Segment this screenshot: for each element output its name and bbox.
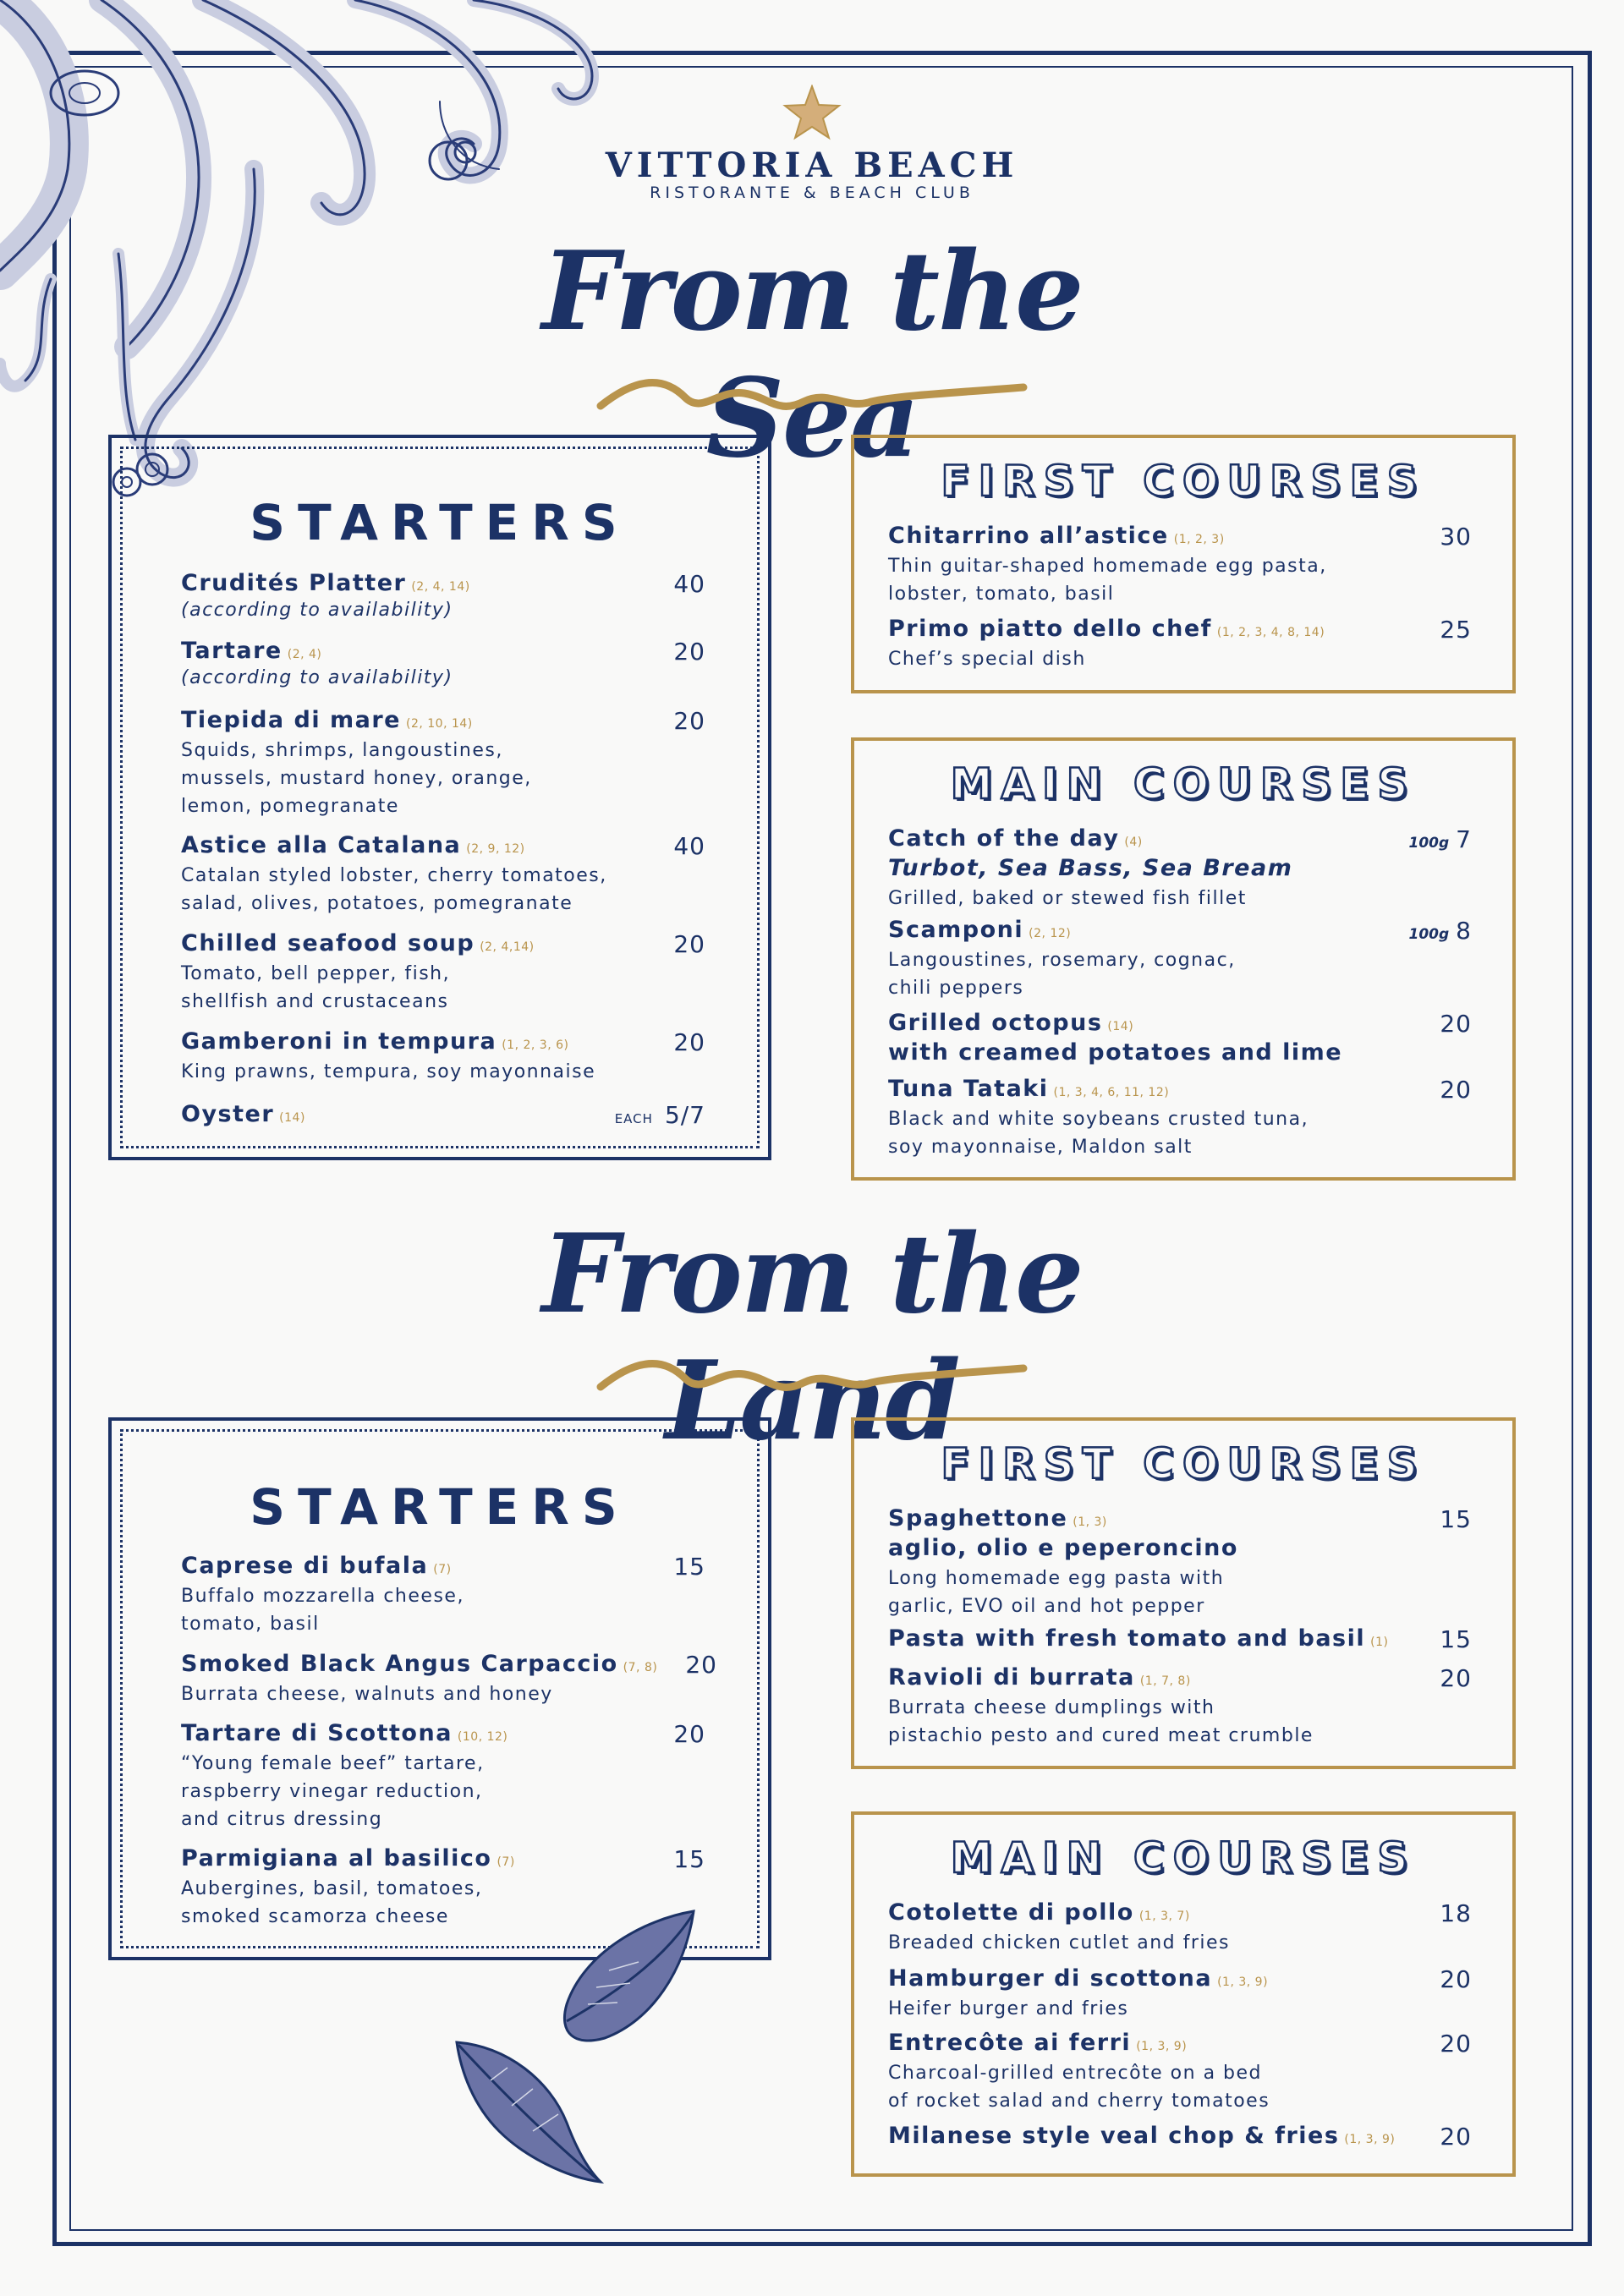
allergen-codes: (1, 2, 3) [1173, 533, 1225, 546]
allergen-codes: (1, 3) [1073, 1515, 1107, 1529]
sea-first-courses-panel [851, 435, 1516, 693]
item-subtitle: aglio, olio e peperoncino [888, 1535, 1238, 1561]
item-price: 7 [1456, 825, 1472, 853]
item-description: lemon, pomegranate [181, 796, 399, 817]
menu-item [181, 570, 705, 624]
allergen-codes: (14) [1107, 1020, 1134, 1033]
item-subtitle: with creamed potatoes and lime [888, 1039, 1343, 1066]
menu-item [181, 1553, 705, 1638]
item-description: mussels, mustard honey, orange, [181, 768, 532, 789]
gold-wave-divider [592, 372, 1032, 423]
item-price: 20 [1440, 1965, 1472, 1993]
item-description: Langoustines, rosemary, cognac, [888, 950, 1236, 971]
item-subtitle: Turbot, Sea Bass, Sea Bream [888, 855, 1293, 881]
item-description: “Young female beef” tartare, [181, 1753, 485, 1774]
item-description: Chef’s special dish [888, 649, 1086, 670]
menu-item [888, 1076, 1472, 1161]
item-unit: 100g [1408, 835, 1450, 852]
allergen-codes: (2, 4) [287, 648, 322, 661]
item-price: 15 [673, 1553, 705, 1581]
allergen-codes: (2, 12) [1029, 927, 1072, 940]
item-price: 20 [673, 707, 705, 735]
item-price: 15 [1440, 1625, 1472, 1653]
item-price: 20 [673, 1720, 705, 1748]
item-description: Catalan styled lobster, cherry tomatoes, [181, 865, 607, 886]
allergen-codes: (2, 4,14) [480, 940, 535, 954]
item-price: 15 [673, 1845, 705, 1873]
menu-item [181, 1651, 717, 1708]
item-name: Scamponi [888, 917, 1024, 943]
menu-item [888, 1010, 1472, 1066]
allergen-codes: (1, 3, 9) [1344, 2133, 1396, 2146]
item-description: Burrata cheese dumplings with [888, 1697, 1215, 1718]
brand-logo [592, 85, 1032, 202]
menu-item [181, 832, 705, 918]
allergen-codes: (4) [1124, 836, 1143, 849]
allergen-codes: (2, 4, 14) [411, 580, 470, 594]
allergen-codes: (1, 7, 8) [1139, 1674, 1191, 1688]
item-description: Thin guitar-shaped homemade egg pasta, [888, 556, 1327, 577]
allergen-codes: (1) [1370, 1636, 1389, 1649]
menu-item [888, 1664, 1472, 1750]
item-name: Cotolette di pollo [888, 1899, 1134, 1926]
item-description: Burrata cheese, walnuts and honey [181, 1684, 553, 1705]
allergen-codes: (7) [433, 1563, 452, 1576]
item-description: Aubergines, basil, tomatoes, [181, 1878, 483, 1899]
allergen-codes: (7, 8) [623, 1661, 658, 1674]
allergen-codes: (1, 3, 9) [1136, 2040, 1188, 2053]
item-name: Chitarrino all’astice [888, 523, 1169, 549]
item-description: garlic, EVO oil and hot pepper [888, 1596, 1205, 1617]
item-description: tomato, basil [181, 1614, 320, 1635]
item-unit: EACH [614, 1111, 653, 1126]
menu-item [181, 707, 705, 820]
item-description: soy mayonnaise, Maldon salt [888, 1137, 1193, 1158]
item-name: Tartare di Scottona [181, 1720, 453, 1746]
item-description: salad, olives, potatoes, pomegranate [181, 893, 573, 914]
menu-item [181, 638, 705, 692]
item-price: 40 [673, 570, 705, 598]
land-first-courses-title: FIRST COURSES [941, 1439, 1426, 1488]
item-price: 5/7 [664, 1101, 705, 1129]
item-name: Gamberoni in tempura [181, 1028, 497, 1055]
item-description: Squids, shrimps, langoustines, [181, 740, 503, 761]
menu-item [181, 1101, 705, 1127]
sea-main-courses-title: MAIN COURSES [950, 759, 1417, 808]
land-main-courses-title: MAIN COURSES [950, 1833, 1417, 1882]
item-name: Catch of the day [888, 825, 1120, 852]
menu-item [181, 1720, 705, 1833]
item-name: Primo piatto dello chef [888, 616, 1212, 642]
land-heading: From the Land [541, 1211, 1083, 1465]
item-name: Grilled octopus [888, 1010, 1103, 1036]
menu-item [888, 2123, 1472, 2149]
menu-item [888, 1505, 1472, 1620]
brand-subtitle: RISTORANTE & BEACH CLUB [650, 184, 974, 202]
item-name: Tartare [181, 638, 283, 664]
land-first-courses-panel [851, 1417, 1516, 1769]
item-description: chili peppers [888, 978, 1024, 999]
item-price: 20 [673, 1028, 705, 1056]
sea-main-courses-panel [851, 737, 1516, 1181]
allergen-codes: (1, 2, 3, 4, 8, 14) [1216, 626, 1325, 639]
item-description: shellfish and crustaceans [181, 991, 449, 1012]
basil-leaf-illustration [440, 1903, 719, 2199]
sea-starters-title: STARTERS [250, 494, 630, 551]
item-name: Smoked Black Angus Carpaccio [181, 1651, 618, 1677]
item-price: 25 [1440, 616, 1472, 644]
allergen-codes: (1, 2, 3, 6) [502, 1038, 569, 1052]
item-name: Pasta with fresh tomato and basil [888, 1625, 1366, 1652]
item-name: Parmigiana al basilico [181, 1845, 492, 1871]
menu-item [181, 1028, 705, 1086]
item-description: Charcoal-grilled entrecôte on a bed [888, 2063, 1263, 2084]
item-description: lobster, tomato, basil [888, 584, 1115, 605]
item-description: smoked scamorza cheese [181, 1906, 449, 1927]
item-name: Milanese style veal chop & fries [888, 2123, 1340, 2149]
item-description: Black and white soybeans crusted tuna, [888, 1109, 1309, 1130]
item-price: 20 [673, 638, 705, 666]
item-description: (according to availability) [181, 667, 453, 688]
menu-item [888, 523, 1472, 608]
land-main-courses-panel [851, 1811, 1516, 2177]
sea-starters-panel [108, 435, 771, 1160]
sea-heading: From the Sea [541, 228, 1083, 482]
item-price: 15 [1440, 1505, 1472, 1533]
allergen-codes: (1, 3, 4, 6, 11, 12) [1053, 1086, 1170, 1099]
item-name: Chilled seafood soup [181, 930, 475, 956]
item-description: and citrus dressing [181, 1809, 383, 1830]
allergen-codes: (2, 9, 12) [466, 842, 525, 856]
menu-item [888, 825, 1472, 912]
item-price: 20 [1440, 2123, 1472, 2151]
item-unit: 100g [1408, 926, 1450, 943]
allergen-codes: (1, 3, 7) [1138, 1910, 1190, 1923]
menu-item [181, 930, 705, 1016]
menu-item [888, 917, 1472, 1002]
item-price: 20 [1440, 1010, 1472, 1038]
item-price: 20 [1440, 1664, 1472, 1692]
item-description: King prawns, tempura, soy mayonnaise [181, 1061, 596, 1082]
allergen-codes: (2, 10, 14) [405, 717, 473, 731]
menu-item [888, 1965, 1472, 2023]
starfish-icon [782, 85, 842, 140]
item-name: Entrecôte ai ferri [888, 2030, 1132, 2056]
item-description: Heifer burger and fries [888, 1998, 1129, 2019]
allergen-codes: (10, 12) [457, 1730, 508, 1744]
item-name: Tuna Tataki [888, 1076, 1049, 1102]
item-description: Grilled, baked or stewed fish fillet [888, 888, 1247, 909]
item-name: Crudités Platter [181, 570, 407, 596]
item-description: Tomato, bell pepper, fish, [181, 963, 451, 984]
item-name: Tiepida di mare [181, 707, 401, 733]
item-price: 20 [673, 930, 705, 958]
item-description: Long homemade egg pasta with [888, 1568, 1225, 1589]
item-description: pistachio pesto and cured meat crumble [888, 1725, 1314, 1746]
gold-wave-divider [592, 1353, 1032, 1404]
item-price: 18 [1440, 1899, 1472, 1927]
menu-item [888, 1625, 1472, 1652]
item-price: 20 [1440, 2030, 1472, 2058]
item-name: Oyster [181, 1101, 275, 1127]
item-price: 40 [673, 832, 705, 860]
menu-item [888, 1899, 1472, 1957]
item-name: Hamburger di scottona [888, 1965, 1213, 1992]
allergen-codes: (14) [279, 1111, 305, 1125]
item-description: Buffalo mozzarella cheese, [181, 1586, 464, 1607]
land-starters-panel [108, 1417, 771, 1960]
item-name: Spaghettone [888, 1505, 1068, 1532]
item-description: raspberry vinegar reduction, [181, 1781, 483, 1802]
item-name: Astice alla Catalana [181, 832, 462, 858]
item-name: Caprese di bufala [181, 1553, 429, 1579]
item-description: Breaded chicken cutlet and fries [888, 1932, 1231, 1954]
item-price: 30 [1440, 523, 1472, 551]
item-name: Ravioli di burrata [888, 1664, 1135, 1690]
allergen-codes: (1, 3, 9) [1217, 1975, 1269, 1989]
item-description: of rocket salad and cherry tomatoes [888, 2091, 1270, 2112]
menu-item [888, 2030, 1472, 2115]
item-description: (according to availability) [181, 600, 453, 621]
item-price: 20 [1440, 1076, 1472, 1104]
sea-first-courses-title: FIRST COURSES [941, 457, 1426, 506]
land-starters-title: STARTERS [250, 1478, 630, 1536]
brand-name: VITTORIA BEACH [605, 145, 1019, 185]
item-price: 8 [1456, 917, 1472, 945]
item-price: 20 [685, 1651, 717, 1679]
allergen-codes: (7) [497, 1855, 515, 1869]
menu-item [888, 616, 1472, 673]
